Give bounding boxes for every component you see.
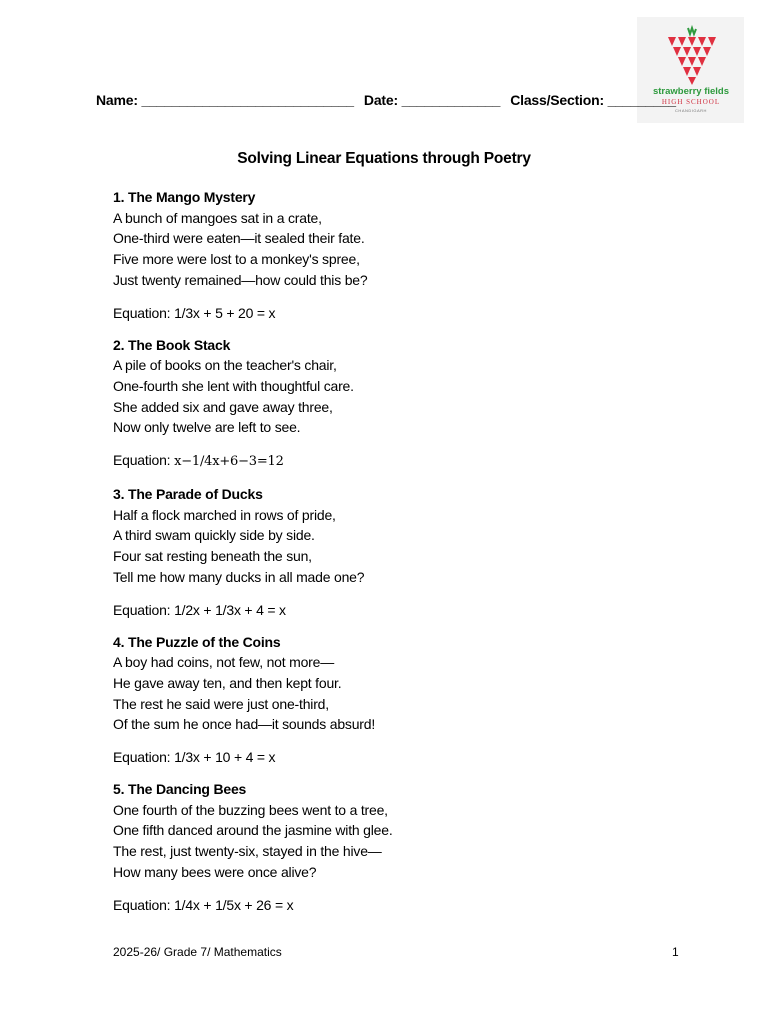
poem-1	[113, 187, 673, 323]
poem-line: Of the sum he once had—it sounds absurd!	[113, 716, 376, 733]
poem-title: 5. The Dancing Bees	[113, 781, 247, 798]
poem-line: The rest, just twenty-six, stayed in the hive—	[113, 843, 382, 860]
equation	[113, 895, 673, 915]
poem-line: Four sat resting beneath the sun,	[113, 548, 312, 565]
poem-line: One-third were eaten—it sealed their fate.	[113, 230, 365, 247]
student-info-header	[96, 92, 676, 108]
poem-line: A pile of books on the teacher's chair,	[113, 357, 337, 374]
equation-label: Equation:	[113, 304, 175, 321]
poem-2	[113, 335, 673, 473]
footer-course-info: 2025-26/ Grade 7/ Mathematics	[113, 945, 282, 959]
strawberry-icon	[668, 28, 716, 85]
page-number: 1	[672, 945, 679, 959]
equation-text: 1/3x + 10 + 4 = x	[174, 749, 276, 766]
equation	[113, 747, 673, 767]
equation-label: Equation:	[113, 452, 175, 469]
equation-text: 1/3x + 5 + 20 = x	[174, 304, 276, 321]
svg-text:CHANDIGARH: CHANDIGARH	[675, 108, 707, 113]
poem-5	[113, 779, 673, 915]
equation-text: 1/2x + 1/3x + 4 = x	[174, 601, 286, 618]
poem-4	[113, 632, 673, 768]
poem-line: A third swam quickly side by side.	[113, 527, 315, 544]
poem-line: Half a flock marched in rows of pride,	[113, 506, 336, 523]
equation-label: Equation:	[113, 896, 175, 913]
equation	[113, 303, 673, 323]
poem-line: Five more were lost to a monkey's spree,	[113, 251, 360, 268]
poem-line: One fifth danced around the jasmine with glee.	[113, 822, 393, 839]
poem-line: One fourth of the buzzing bees went to a tree,	[113, 801, 388, 818]
poems-list	[113, 187, 673, 927]
equation	[113, 600, 673, 620]
poem-title: 2. The Book Stack	[113, 336, 231, 353]
poem-title: 3. The Parade of Ducks	[113, 486, 263, 503]
class-section-field[interactable]: Class/Section: _________	[510, 92, 676, 108]
poem-line: Just twenty remained—how could this be?	[113, 271, 368, 288]
poem-line: Tell me how many ducks in all made one?	[113, 568, 365, 585]
poem-line: How many bees were once alive?	[113, 863, 317, 880]
equation	[113, 450, 673, 472]
name-field[interactable]: Name: ____________________________	[96, 92, 354, 108]
poem-line: One-fourth she lent with thoughtful care.	[113, 377, 354, 394]
svg-text:strawberry fields: strawberry fields	[652, 86, 730, 97]
poem-line: A bunch of mangoes sat in a crate,	[113, 209, 322, 226]
poem-line: A boy had coins, not few, not more—	[113, 654, 335, 671]
poem-line: The rest he said were just one-third,	[113, 695, 329, 712]
poem-title: 1. The Mango Mystery	[113, 189, 256, 205]
poem-line: Now only twelve are left to see.	[113, 419, 301, 436]
poem-line: He gave away ten, and then kept four.	[113, 674, 342, 691]
poem-title: 4. The Puzzle of the Coins	[113, 633, 281, 650]
equation-text: 1/4x + 1/5x + 26 = x	[174, 896, 294, 913]
equation-label: Equation:	[113, 749, 175, 766]
svg-text:HIGH SCHOOL: HIGH SCHOOL	[661, 98, 721, 106]
date-field[interactable]: Date: _____________	[363, 92, 501, 108]
poem-3	[113, 484, 673, 620]
equation-text: x−1/4x+6−3=12	[174, 454, 284, 470]
poem-line: She added six and gave away three,	[113, 398, 333, 415]
equation-label: Equation:	[113, 601, 175, 618]
worksheet-title: Solving Linear Equations through Poetry	[237, 150, 531, 167]
